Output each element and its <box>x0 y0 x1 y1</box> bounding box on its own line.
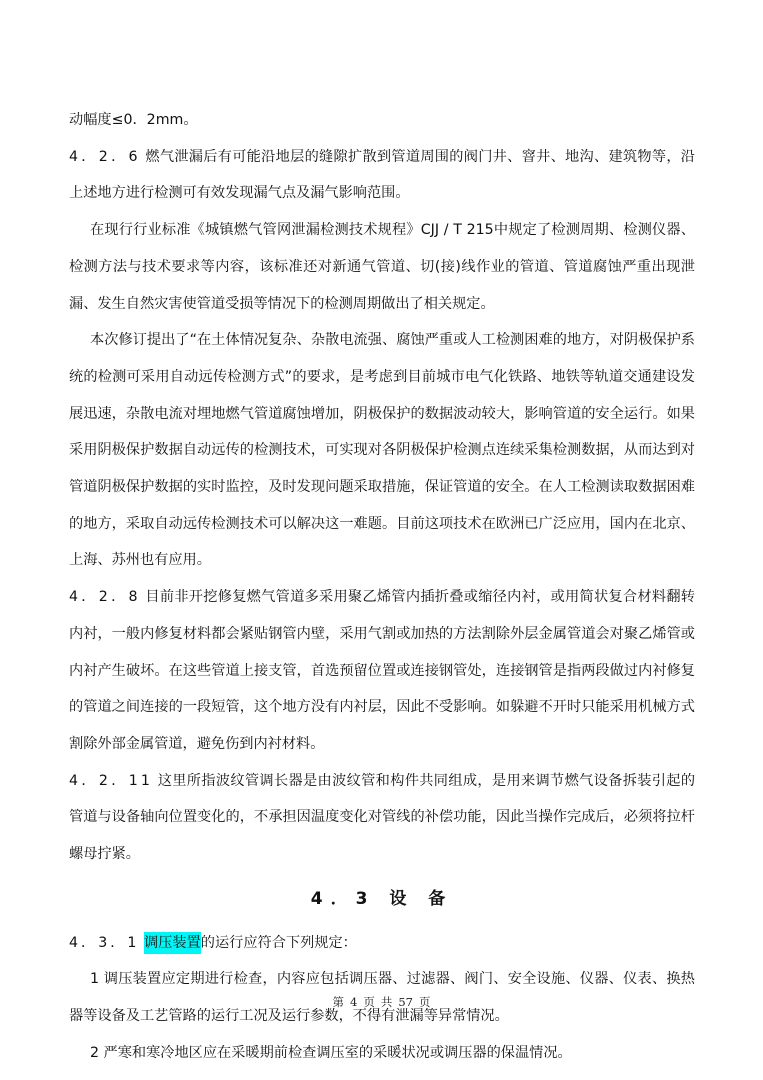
clause-4-2-6 <box>69 139 695 212</box>
clause-text: 这里所指波纹管调长器是由波纹管和构件共同组成，是用来调节燃气设备拆装引起的管道与设备轴向位置变化的，不承担因温度变化对管线的补偿功能，因此当操作完成后，必须将拉杆螺母拧紧。 <box>69 772 696 863</box>
clause-4-2-8 <box>69 579 695 763</box>
page-footer <box>0 994 763 1010</box>
section-heading: 4．3 设 备 <box>310 888 454 909</box>
footer-current-page: 4 <box>350 995 358 1009</box>
clause-4-3-1 <box>69 925 695 962</box>
paragraph-revision-note: 本次修订提出了“在土体情况复杂、杂散电流强、腐蚀严重或人工检测困难的地方，对阴极保护系统的检测可采用自动远传检测方式”的要求，是考虑到目前城市电气化铁路、地铁等轨道交通建设发展迅速，杂散电流对埋地燃气管道腐蚀增加，阴极保护的数据波动较大，影响管道的安全运行。如果采用阴极保护数据自动远传的检测技术，可实现对各阴极保护检测点连续采集检测数据，从而达到对管道阴极保护数据的实时监控，及时发现问题采取措施，保证管道的安全。在人工检测读取数据困难的地方，采取自动远传检测技术可以解决这一难题。目前这项技术在欧洲已广泛应用，国内在北京、上海、苏州也有应用。 <box>69 332 695 569</box>
footer-ye: 页 <box>418 995 431 1009</box>
clause-4-2-11 <box>69 763 695 873</box>
clause-number: 4．2．8 <box>69 589 141 606</box>
list-item-2: 2 严寒和寒冷地区应在采暖期前检查调压室的采暖状况或调压器的保温情况。 <box>90 1044 572 1061</box>
highlighted-term: 调压装置 <box>144 932 201 954</box>
list-item-1: 1 调压装置应定期进行检查，内容应包括调压器、过滤器、阀门、安全设施、仪器、仪表、换热器等设备及工艺管路的运行工况及运行参数，不得有泄漏等异常情况。 <box>69 971 695 1025</box>
footer-total-pages: 57 <box>398 995 413 1009</box>
footer-ye: 页 <box>363 995 375 1009</box>
clause-text: 的运行应符合下列规定： <box>200 934 357 951</box>
clause-number: 4．2．11 <box>69 772 153 789</box>
footer-gong: 共 <box>380 995 393 1009</box>
clause-text: 目前非开挖修复燃气管道多采用聚乙烯管内插折叠或缩径内衬，或用简状复合材料翻转内衬，一般内修复材料都会紧贴钢管内壁，采用气割或加热的方法割除外层金属管道会对聚乙烯管或内衬产生破坏。在这些管道上接支管，首选预留位置或连接钢管处，连接钢管是指两段做过内衬修复的管道之间连接的一段短管，这个地方没有内衬层，因此不受影响。如躲避不开时只能采用机械方式割除外部金属管道，避免伤到内衬材料。 <box>69 589 695 752</box>
footer-di: 第 <box>332 995 345 1009</box>
paragraph-continuation: 动幅度≤0．2mm。 <box>69 112 198 128</box>
paragraph-standard-reference: 在现行行业标准《城镇燃气管网泄漏检测技术规程》CJJ / T 215中规定了检测周期、检测仪器、检测方法与技术要求等内容，该标准还对新通气管道、切(接)线作业的管道、管道腐蚀严重出现泄漏、发生自然灾害使管道受损等情况下的检测周期做出了相关规定。 <box>69 222 695 312</box>
clause-number: 4．3．1 <box>69 934 140 951</box>
clause-text: 燃气泄漏后有可能沿地层的缝隙扩散到管道周围的阀门井、窨井、地沟、建筑物等，沿上述地方进行检测可有效发现漏气点及漏气影响范围。 <box>69 148 695 202</box>
page-body <box>69 102 695 1072</box>
clause-number: 4．2．6 <box>69 148 141 165</box>
